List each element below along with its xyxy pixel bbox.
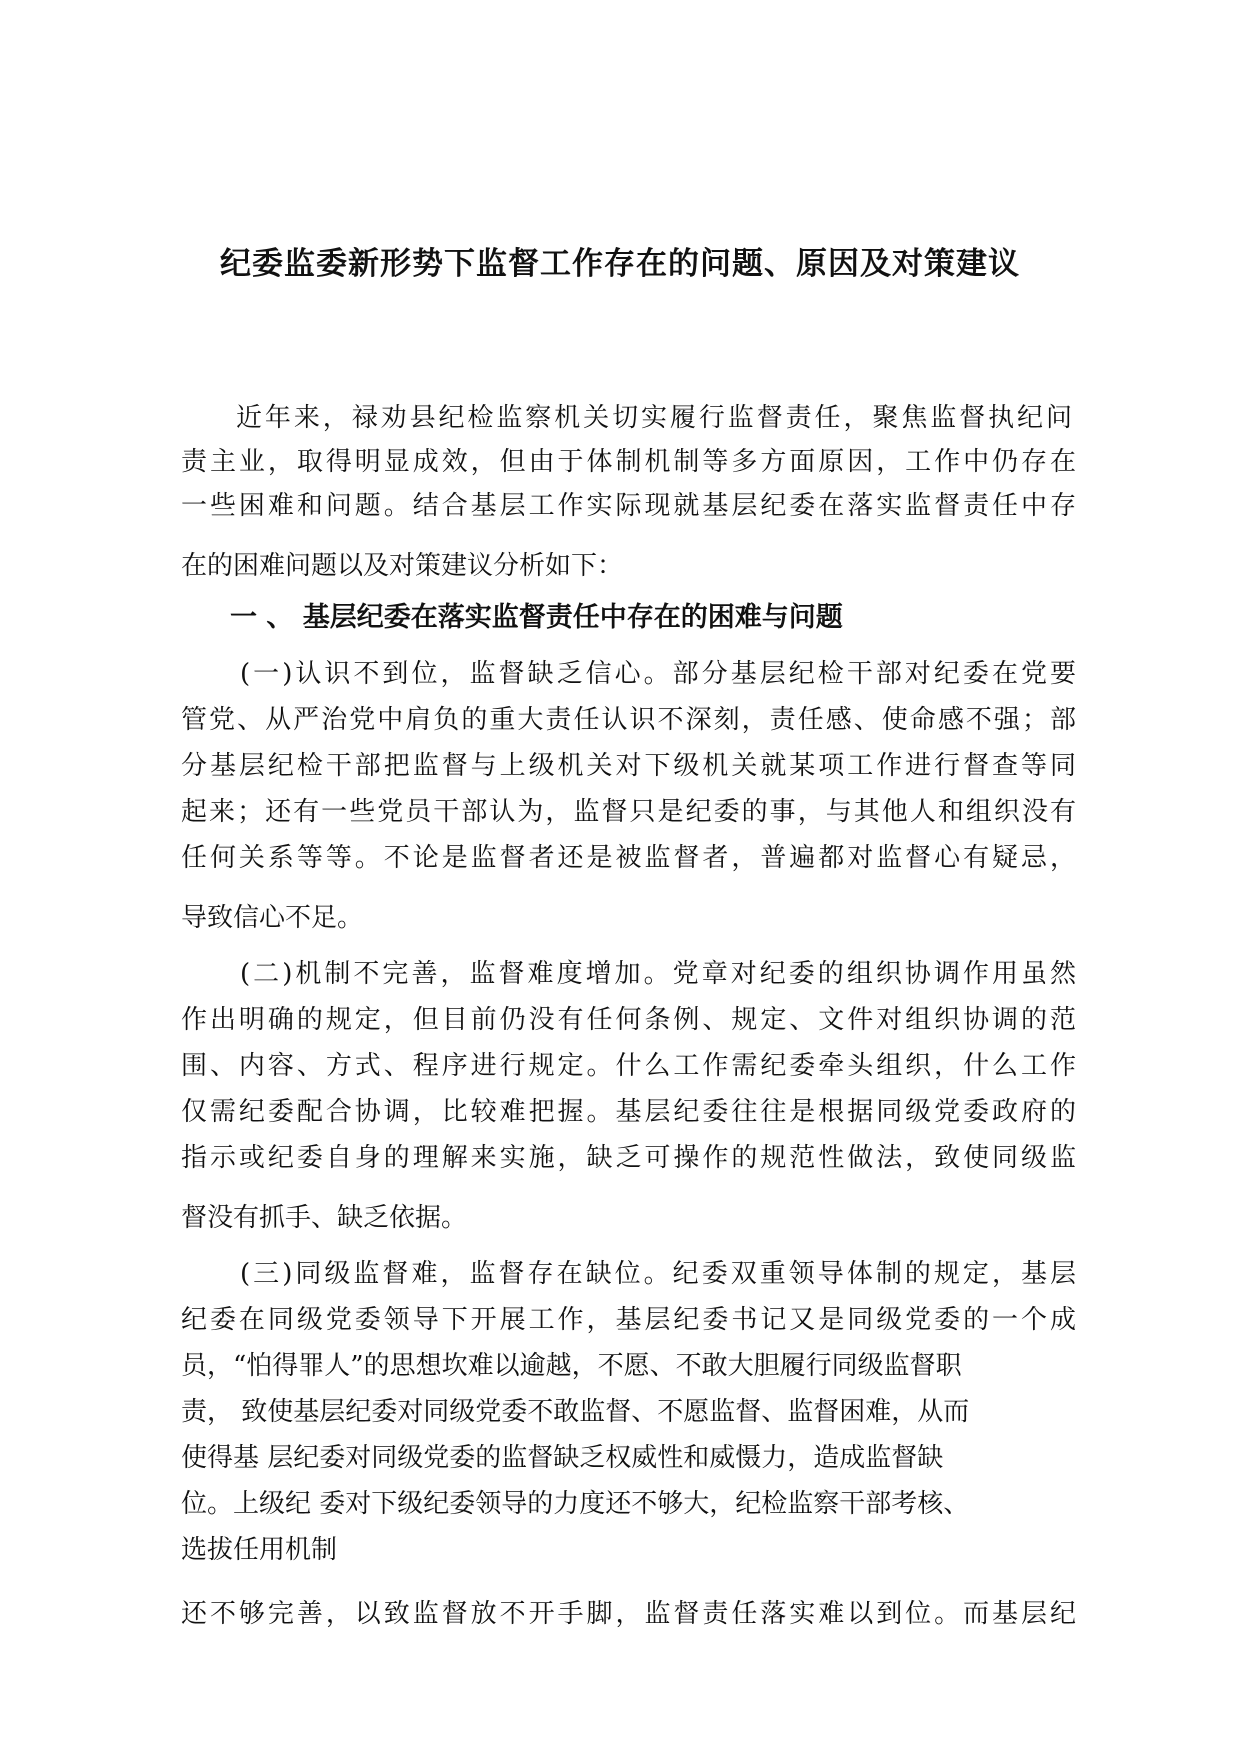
- item2-line-4: 仅需纪委配合协调，比较难把握。基层纪委往往是根据同级党委政府的: [181, 1097, 1076, 1127]
- item1-line-2: 管党、从严治党中肩负的重大责任认识不深刻，责任感、使命感不强；部: [181, 705, 1076, 735]
- item3-line-1: (三)同级监督难，监督存在缺位。纪委双重领导体制的规定，基层: [240, 1259, 1076, 1289]
- item3-line-7: 选拔任用机制: [181, 1535, 338, 1565]
- item3-line-2: 纪委在同级党委领导下开展工作，基层纪委书记又是同级党委的一个成: [181, 1305, 1076, 1335]
- item1-line-3: 分基层纪检干部把监督与上级机关对下级机关就某项工作进行督查等同: [181, 751, 1076, 781]
- item1-line-4: 起来；还有一些党员干部认为，监督只是纪委的事，与其他人和组织没有: [181, 797, 1076, 827]
- item1-line-5: 任何关系等等。不论是监督者还是被监督者，普遍都对监督心有疑忌，: [181, 843, 1076, 873]
- item2-line-6: 督没有抓手、缺乏依据。: [181, 1203, 468, 1233]
- intro-line-4: 在的困难问题以及对策建议分析如下：: [181, 551, 624, 581]
- item2-line-5: 指示或纪委自身的理解来实施，缺乏可操作的规范性做法，致使同级监: [181, 1143, 1076, 1173]
- item2-line-3: 围、内容、方式、程序进行规定。什么工作需纪委牵头组织，什么工作: [181, 1051, 1076, 1081]
- item3-line-6: 位。上级纪 委对下级纪委领导的力度还不够大，纪检监察干部考核、: [181, 1489, 970, 1519]
- section-heading: 一 、 基层纪委在落实监督责任中存在的困难与问题: [230, 602, 843, 633]
- item2-line-1: (二)机制不完善，监督难度增加。党章对纪委的组织协调作用虽然: [240, 959, 1076, 989]
- item2-line-2: 作出明确的规定，但目前仍没有任何条例、规定、文件对组织协调的范: [181, 1005, 1076, 1035]
- item3-line-4: 责， 致使基层纪委对同级党委不敢监督、不愿监督、监督困难，从而: [181, 1397, 970, 1427]
- item3-line-3: 员，“怕得罪人”的思想坎难以逾越，不愿、不敢大胆履行同级监督职: [181, 1351, 962, 1381]
- item3-line-5: 使得基 层纪委对同级党委的监督缺乏权威性和威慑力，造成监督缺: [181, 1443, 944, 1473]
- item1-line-1: (一)认识不到位，监督缺乏信心。部分基层纪检干部对纪委在党要: [240, 659, 1076, 689]
- intro-line-1: 近年来，禄劝县纪检监察机关切实履行监督责任，聚焦监督执纪问: [236, 403, 1072, 433]
- document-title: 纪委监委新形势下监督工作存在的问题、原因及对策建议: [220, 246, 1020, 282]
- intro-line-2: 责主业，取得明显成效，但由于体制机制等多方面原因，工作中仍存在: [181, 447, 1076, 477]
- intro-line-3: 一些困难和问题。结合基层工作实际现就基层纪委在落实监督责任中存: [181, 491, 1076, 521]
- item3-line-8: 还不够完善，以致监督放不开手脚，监督责任落实难以到位。而基层纪: [181, 1599, 1076, 1629]
- item1-line-6: 导致信心不足。: [181, 903, 364, 933]
